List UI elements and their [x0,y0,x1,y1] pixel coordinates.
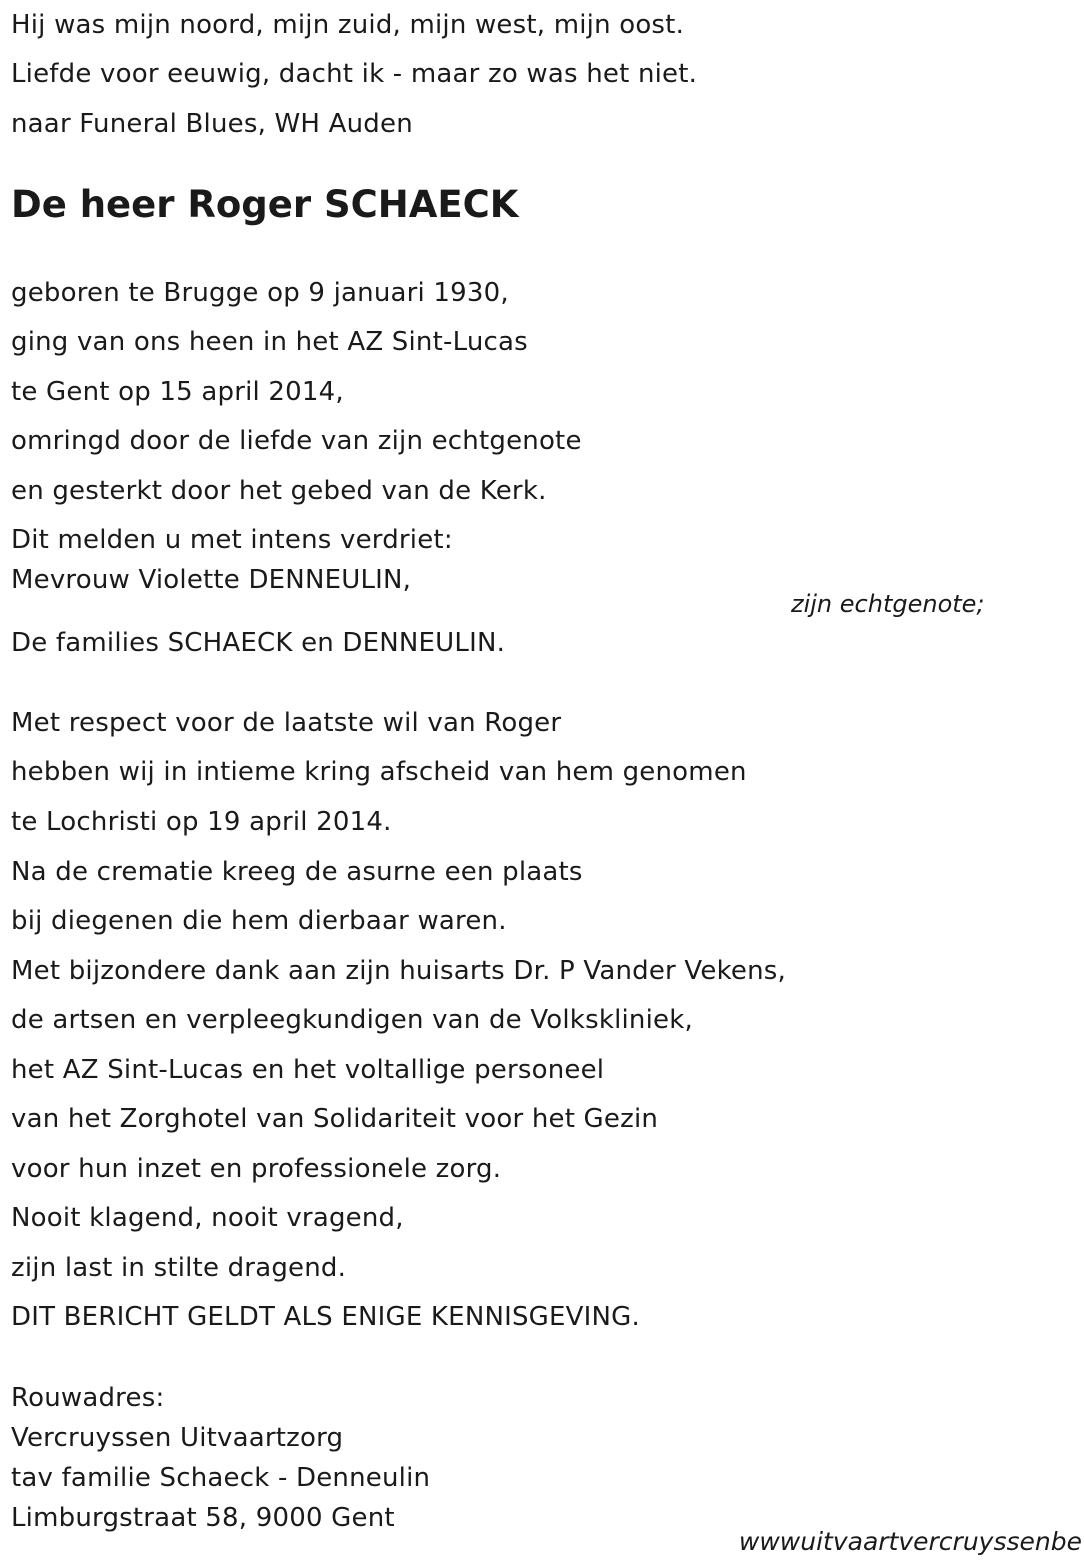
website-link[interactable]: wwwuitvaartvercruyssenbe [738,1527,1082,1556]
quote-attribution: naar Funeral Blues, WH Auden [11,109,413,139]
announcement-line: ging van ons heen in het AZ Sint-Lucas [11,327,528,357]
address-line: Limburgstraat 58, 9000 Gent [11,1503,395,1533]
body-line: te Lochristi op 19 april 2014. [11,807,392,837]
body-line: de artsen en verpleegkundigen van de Volkskliniek, [11,1005,693,1035]
body-line: Nooit klagend, nooit vragend, [11,1203,404,1233]
address-line: Vercruyssen Uitvaartzorg [11,1423,344,1453]
body-line: hebben wij in intieme kring afscheid van hem genomen [11,757,747,787]
quote-line-2: Liefde voor eeuwig, dacht ik - maar zo was het niet. [11,59,698,89]
spouse-name: Mevrouw Violette DENNEULIN, [11,565,412,595]
address-label: Rouwadres: [11,1383,165,1413]
announcement-line: Dit melden u met intens verdriet: [11,525,453,555]
body-line: van het Zorghotel van Solidariteit voor het Gezin [11,1104,659,1134]
deceased-name-title: De heer Roger SCHAECK [11,183,519,226]
families-line: De families SCHAECK en DENNEULIN. [11,628,506,658]
body-line: bij diegenen die hem dierbaar waren. [11,906,507,936]
notice-statement: DIT BERICHT GELDT ALS ENIGE KENNISGEVING. [11,1302,640,1332]
body-line: het AZ Sint-Lucas en het voltallige personeel [11,1055,605,1085]
quote-line-1: Hij was mijn noord, mijn zuid, mijn west, mijn oost. [11,10,685,40]
announcement-line: geboren te Brugge op 9 januari 1930, [11,278,509,308]
body-line: zijn last in stilte dragend. [11,1253,347,1283]
address-line: tav familie Schaeck - Denneulin [11,1463,431,1493]
body-line: voor hun inzet en professionele zorg. [11,1154,502,1184]
body-line: Na de crematie kreeg de asurne een plaats [11,857,583,887]
announcement-line: te Gent op 15 april 2014, [11,377,344,407]
spouse-role: zijn echtgenote; [791,590,985,618]
body-line: Met respect voor de laatste wil van Roger [11,708,562,738]
announcement-line: en gesterkt door het gebed van de Kerk. [11,476,547,506]
body-line: Met bijzondere dank aan zijn huisarts Dr. P Vander Vekens, [11,956,786,986]
announcement-line: omringd door de liefde van zijn echtgenote [11,426,582,456]
